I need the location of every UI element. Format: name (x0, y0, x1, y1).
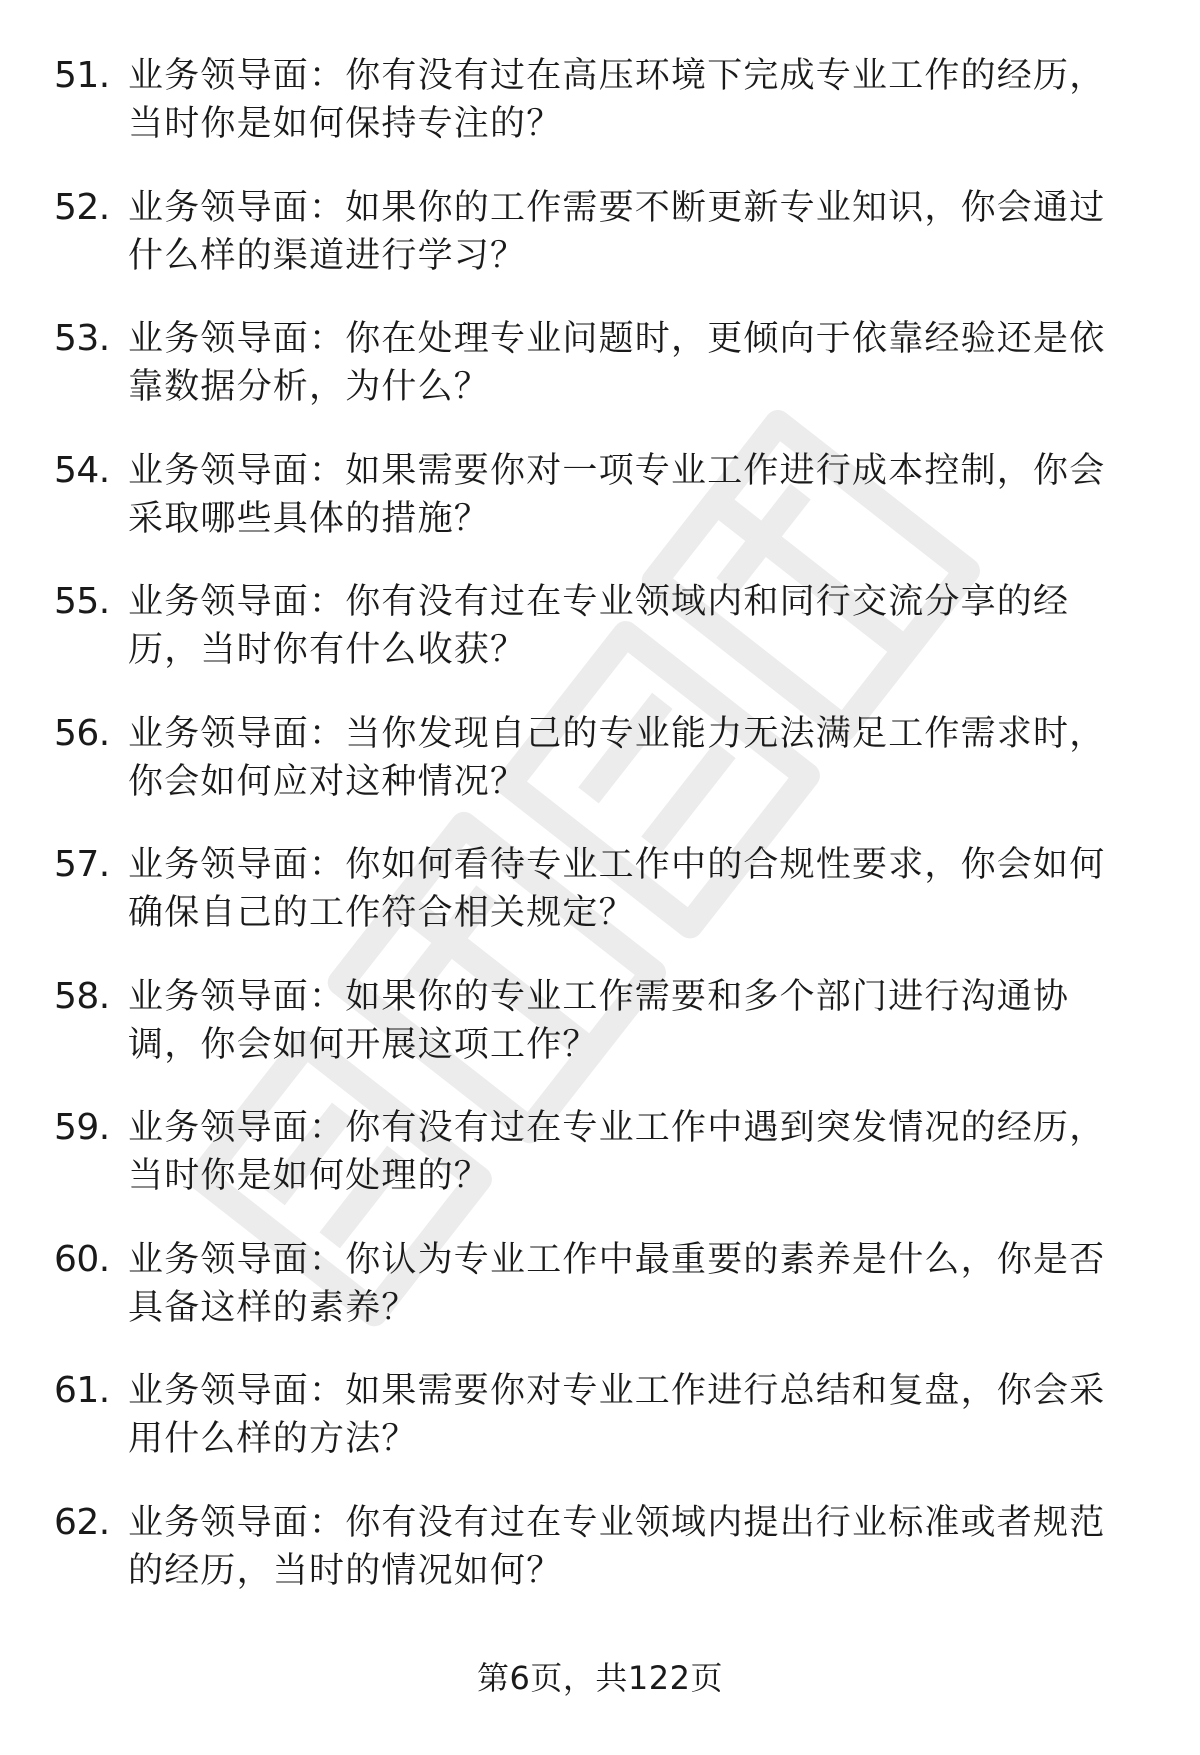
question-item (0, 52, 1200, 184)
question-number: 52. (54, 186, 110, 228)
question-text: 业务领导面：你认为专业工作中最重要的素养是什么，你是否具备这样的素养？ (128, 1239, 1106, 1328)
question-item (0, 973, 1200, 1105)
question-text: 业务领导面：如果需要你对一项专业工作进行成本控制，你会采取哪些具体的措施？ (128, 450, 1106, 539)
question-text: 业务领导面：如果你的专业工作需要和多个部门进行沟通协调，你会如何开展这项工作？ (128, 976, 1070, 1065)
page-number-label: 第6页，共122页 (477, 1659, 723, 1697)
question-item (0, 1104, 1200, 1236)
question-number: 54. (54, 449, 110, 491)
question-text: 业务领导面：你有没有过在高压环境下完成专业工作的经历，当时你是如何保持专注的？ (128, 56, 1106, 144)
question-text: 业务领导面：你有没有过在专业领域内和同行交流分享的经历，当时你有什么收获？ (128, 582, 1070, 670)
question-item (0, 184, 1200, 316)
question-number: 59. (54, 1107, 110, 1148)
question-number: 55. (54, 581, 110, 622)
question-item (0, 710, 1200, 842)
question-item (0, 1367, 1200, 1499)
question-item (0, 1499, 1200, 1631)
question-text: 业务领导面：你在处理专业问题时，更倾向于依靠经验还是依靠数据分析，为什么？ (128, 319, 1106, 407)
question-text: 业务领导面：当你发现自己的专业能力无法满足工作需求时，你会如何应对这种情况？ (128, 713, 1106, 802)
question-number: 51. (54, 55, 110, 96)
question-number: 56. (54, 712, 110, 754)
question-item (0, 1236, 1200, 1368)
question-text: 业务领导面：如果需要你对专业工作进行总结和复盘，你会采用什么样的方法？ (128, 1371, 1106, 1459)
question-list (0, 52, 1200, 1630)
question-text: 业务领导面：如果你的工作需要不断更新专业知识，你会通过什么样的渠道进行学习？ (128, 187, 1106, 276)
question-number: 62. (54, 1501, 110, 1543)
question-number: 57. (54, 844, 110, 885)
question-number: 58. (54, 975, 110, 1017)
question-item (0, 841, 1200, 973)
question-text: 业务领导面：你如何看待专业工作中的合规性要求，你会如何确保自己的工作符合相关规定？ (128, 845, 1106, 933)
page-footer (0, 1658, 1200, 1698)
question-number: 60. (54, 1238, 110, 1280)
question-item (0, 578, 1200, 710)
question-number: 53. (54, 318, 110, 359)
question-text: 业务领导面：你有没有过在专业领域内提出行业标准或者规范的经历，当时的情况如何？ (128, 1502, 1106, 1591)
question-text: 业务领导面：你有没有过在专业工作中遇到突发情况的经历，当时你是如何处理的？ (128, 1108, 1106, 1196)
question-item (0, 447, 1200, 579)
question-number: 61. (54, 1370, 110, 1411)
question-item (0, 315, 1200, 447)
